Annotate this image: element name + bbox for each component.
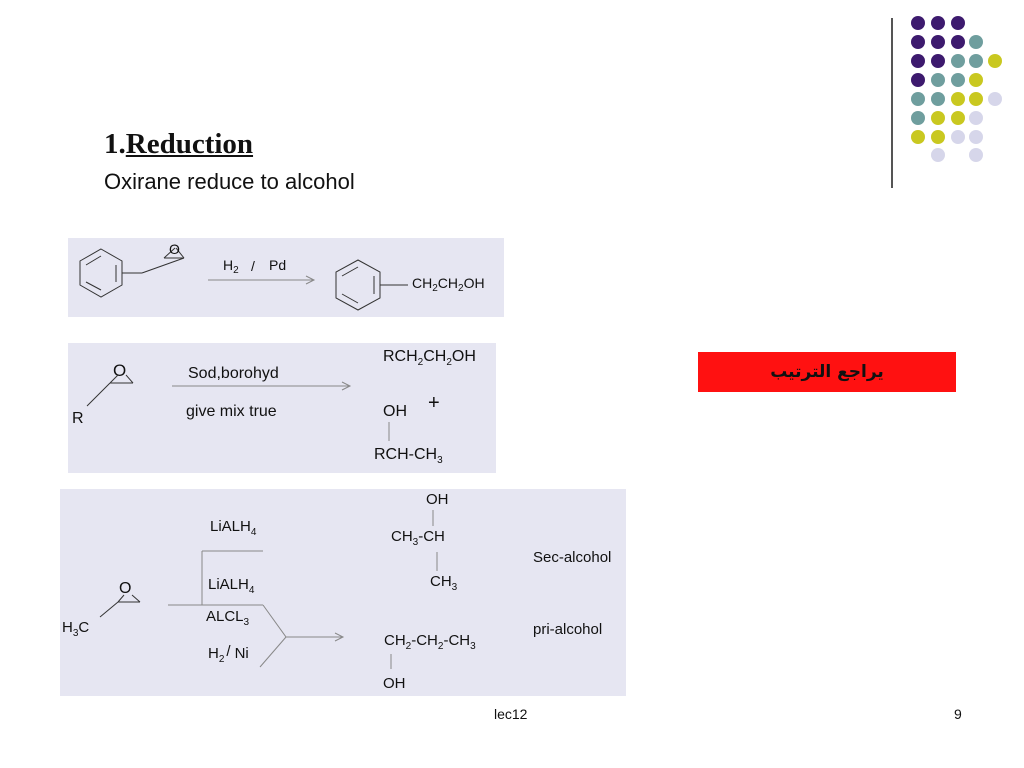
- product-primary-alcohol: $RCH_2CH_2OH$: [383, 348, 476, 368]
- reaction-note: give mix true: [186, 403, 277, 420]
- title-number: 1.: [104, 128, 126, 160]
- epoxide-oxygen: O: [119, 580, 132, 597]
- reagent-separator: /: [251, 258, 255, 274]
- product-ethanol-chain: $CH_2CH_2OH$: [412, 275, 485, 294]
- reaction-1-diagram: [68, 238, 504, 317]
- pri-product-main: $CH_2-CH_2-CH_3$: [384, 632, 476, 652]
- product-secondary-alcohol: RCH-$CH_3$: [374, 446, 443, 466]
- slide-title: [104, 128, 253, 161]
- bracket-arrow: [168, 605, 343, 667]
- sec-product-oh: OH: [426, 491, 449, 508]
- product-benzene-ring-icon: [336, 260, 408, 310]
- reaction-3-diagram: [60, 489, 626, 696]
- epoxide-oxygen: O: [169, 241, 180, 257]
- reaction-2-diagram: [68, 343, 496, 473]
- benzene-ring-icon: [80, 249, 142, 297]
- title-word: Reduction: [125, 128, 254, 160]
- reaction-arrow: [208, 276, 314, 284]
- pri-alcohol-label: pri-alcohol: [533, 621, 603, 638]
- substituent-r: R: [72, 410, 84, 427]
- reaction-1-panel: [68, 238, 504, 317]
- sec-product-main: $CH_3-CH$: [391, 528, 445, 548]
- catalyst-pd: Pd: [269, 257, 287, 273]
- reaction-2-panel: [68, 343, 496, 473]
- arabic-note-box: يراجع الترتيب: [698, 352, 956, 392]
- reagent-alcl3: $ALCL_3$: [206, 608, 250, 628]
- reagent-sodium-borohydride: Sod,borohyd: [188, 365, 279, 382]
- footer-center-text: lec12: [494, 706, 528, 722]
- reaction-3-panel: [60, 489, 626, 696]
- epoxide-oxygen: O: [113, 361, 127, 380]
- reagent-h2: $H_2$: [223, 257, 239, 276]
- reaction-arrow: [172, 382, 350, 390]
- substituent-methyl: $H_3C$: [62, 619, 90, 639]
- reagent-h2-ni: $H_2$ / Ni: [208, 643, 249, 665]
- slide-subtitle: Oxirane reduce to alcohol: [104, 169, 355, 194]
- reagent-lialh4: LiALH$_4$: [208, 576, 255, 596]
- plus-sign: +: [428, 392, 440, 414]
- sec-product-branch: $CH_3$: [430, 573, 458, 593]
- product-secondary-oh: OH: [383, 403, 407, 420]
- sec-alcohol-label: Sec-alcohol: [533, 549, 612, 566]
- epoxide-ring-icon: [100, 595, 140, 617]
- page-number: 9: [954, 706, 962, 722]
- pri-product-oh: OH: [383, 675, 406, 692]
- divider-line: [891, 18, 893, 188]
- reagent-lialh4-top: LiALH$_4$: [210, 518, 257, 538]
